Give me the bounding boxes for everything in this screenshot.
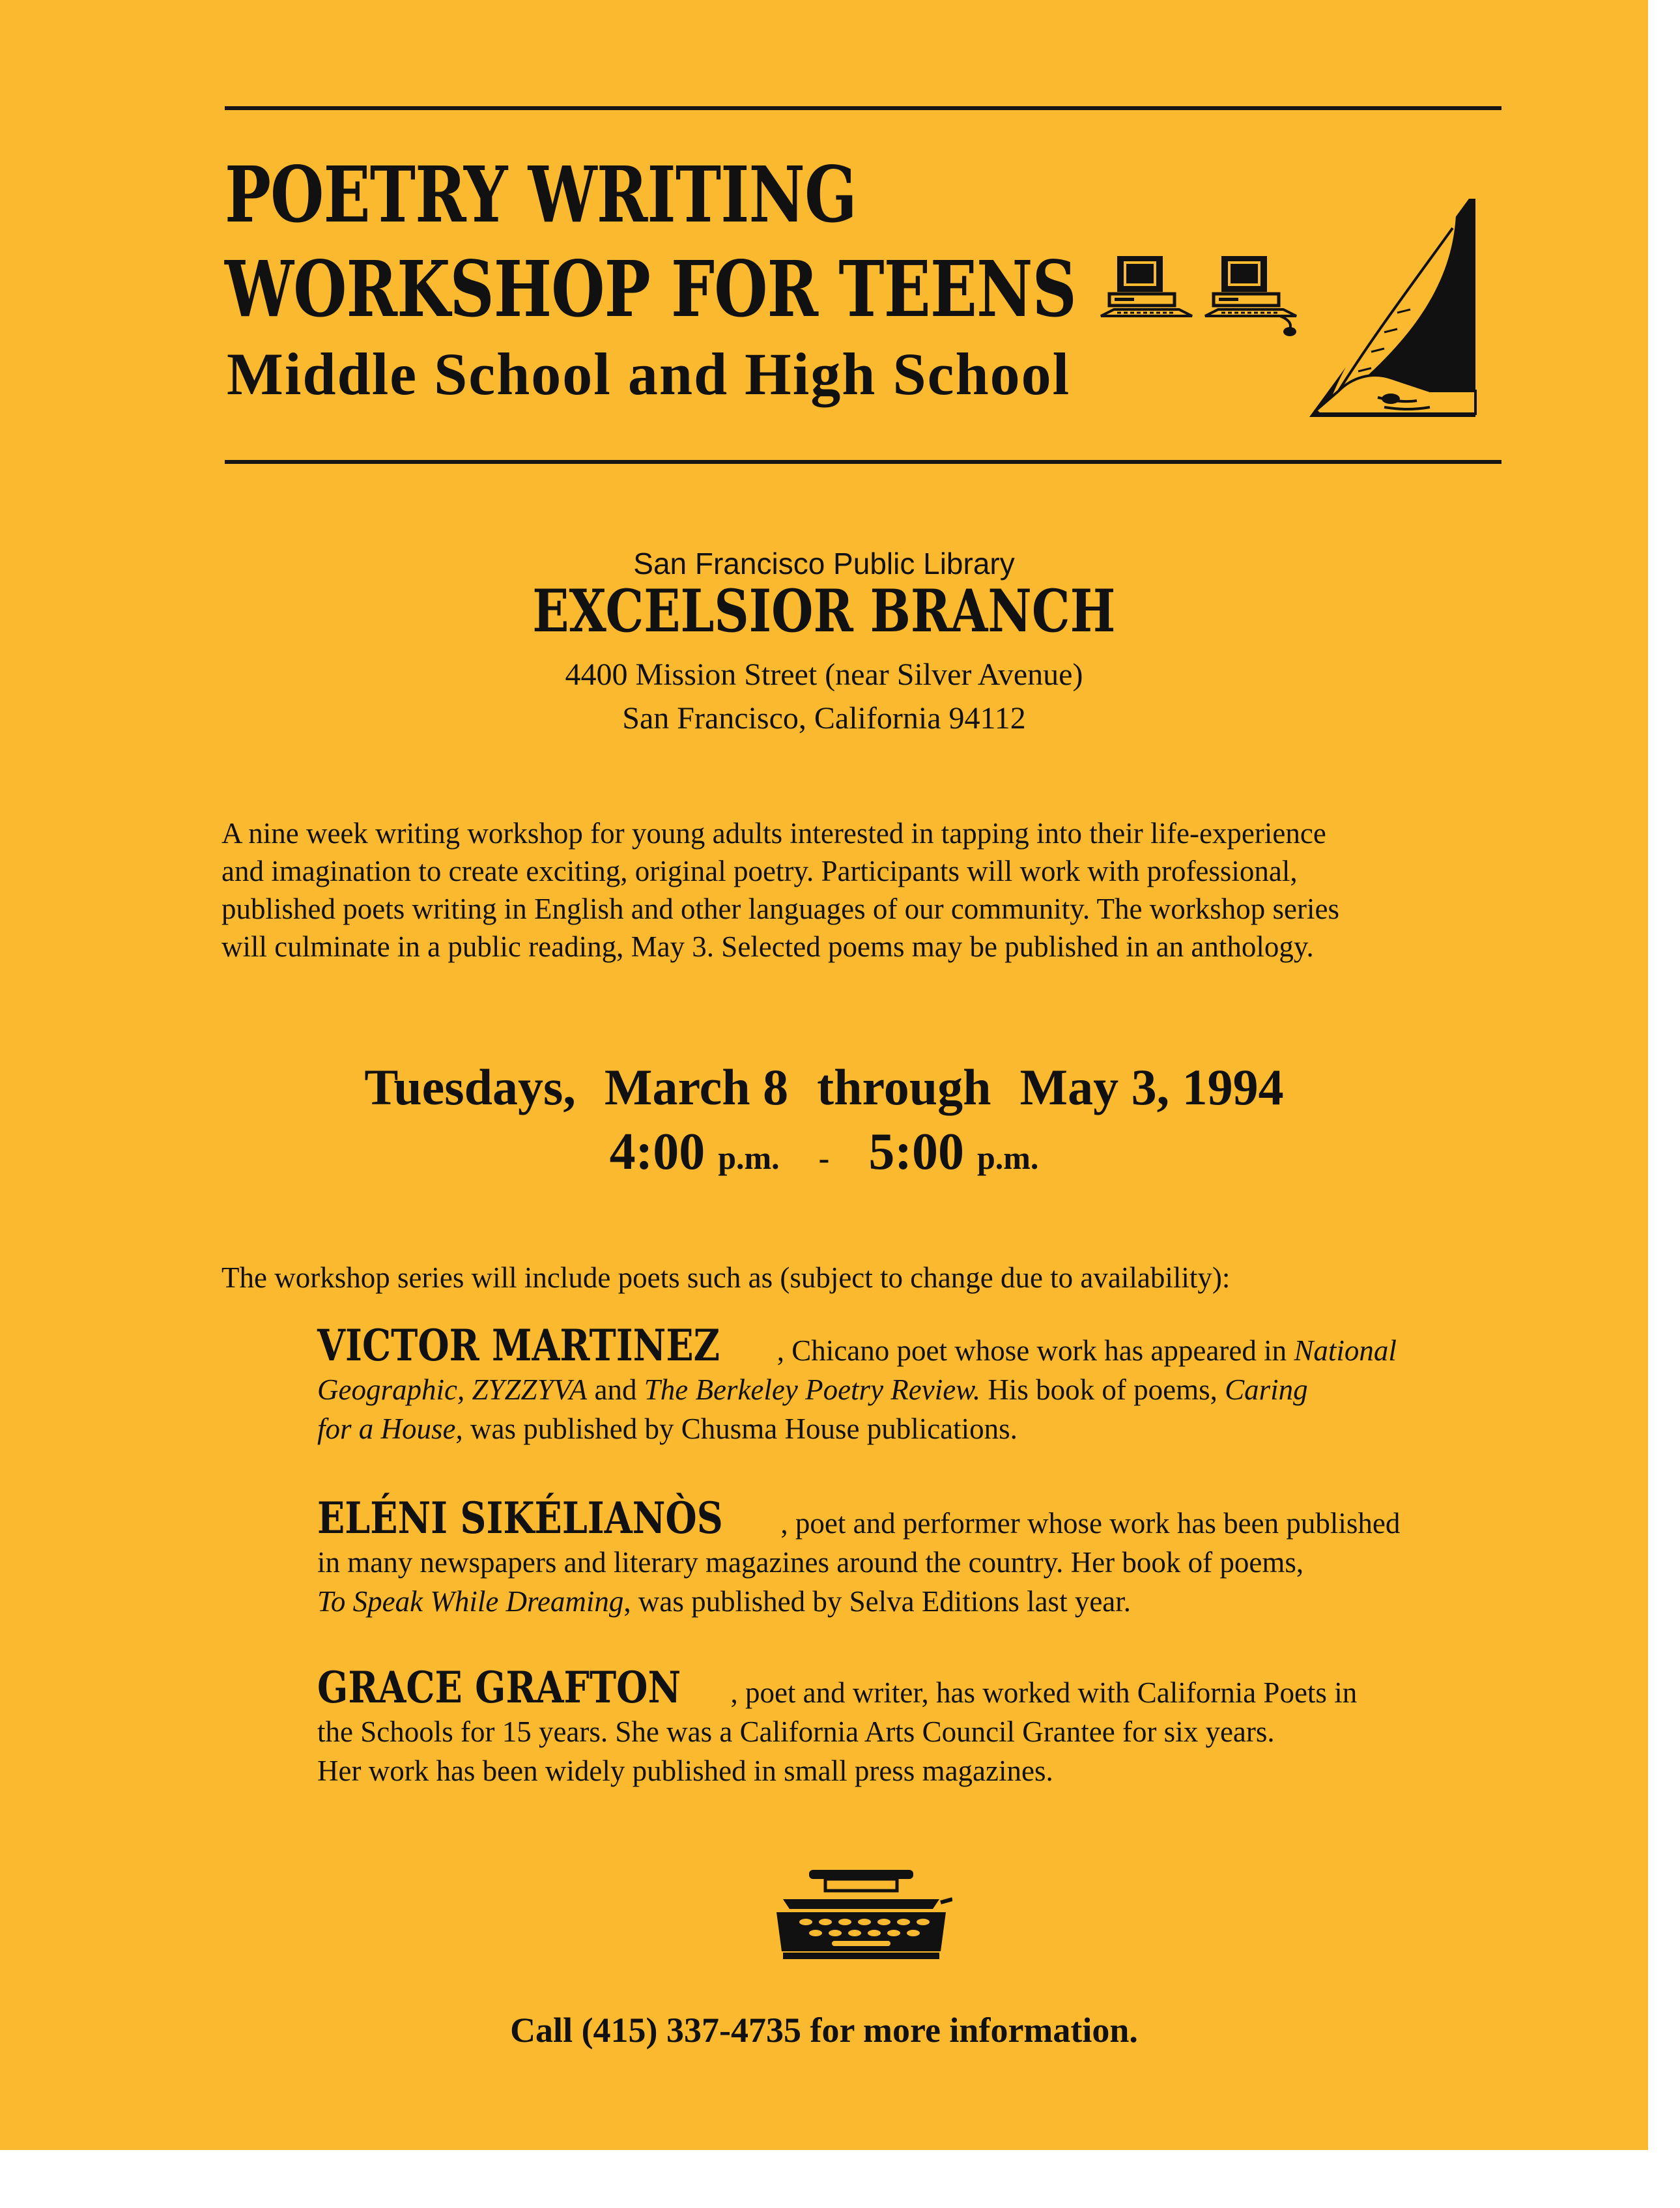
poet-entry: VICTOR MARTINEZ , Chicano poet whose work has appeared in National Geographic, ZYZZYVA and The Berkeley Poetry Review. His book of poems, Caring for a House, was published by Chusma House publications. [317, 1320, 1397, 1445]
poet-entry: GRACE GRAFTON , poet and writer, has worked with California Poets in the Schools for 15 years. She was a California Arts Council Grantee for six years. Her work has been widely published in small press magazines. [317, 1662, 1358, 1787]
quill-hand-icon [1300, 195, 1479, 420]
library-name: San Francisco Public Library [633, 547, 1015, 581]
title-line-1: POETRY WRITING [225, 149, 857, 240]
schedule-start-date: March 8 [604, 1059, 789, 1115]
poet-name: GRACE GRAFTON [317, 1662, 681, 1713]
poet-entry: ELÉNI SIKÉLIANÒS , poet and performer whose work has been published in many newspapers and literary magazines around the country. Her book of poems, To Speak While Dreaming, was published by Selva Editions last year. [317, 1493, 1401, 1618]
top-rule [225, 106, 1502, 110]
workshop-description [221, 814, 1518, 966]
branch-name: EXCELSIOR BRANCH [532, 577, 1116, 646]
typewriter-icon [770, 1867, 952, 1964]
description-line: A nine week writing workshop for young adults interested in tapping into their life-experience [221, 817, 1326, 850]
address-line-2: San Francisco, California 94112 [622, 701, 1026, 736]
start-pm: p.m. [718, 1140, 780, 1176]
poets-intro: The workshop series will include poets such as (subject to change due to availability): [221, 1261, 1231, 1294]
end-time: 5:00 [868, 1123, 964, 1181]
schedule-through: through [817, 1059, 991, 1115]
subtitle: Middle School and High School [227, 341, 1071, 407]
start-time: 4:00 [609, 1123, 705, 1181]
description-line: published poets writing in English and other languages of our community. The workshop series [221, 893, 1339, 925]
schedule-end-date: May 3, 1994 [1019, 1059, 1284, 1115]
schedule-dates [0, 1059, 1648, 1115]
description-line: and imagination to create exciting, original poetry. Participants will work with professional, [221, 855, 1298, 887]
title-line-2: WORKSHOP FOR TEENS [225, 244, 1076, 334]
address-line-1: 4400 Mission Street (near Silver Avenue) [565, 657, 1083, 692]
poet-name: ELÉNI SIKÉLIANÒS [317, 1493, 723, 1543]
end-pm: p.m. [976, 1140, 1039, 1176]
computer-icon [1202, 251, 1306, 339]
computer-icon [1098, 251, 1195, 329]
time-dash: - [818, 1140, 830, 1176]
schedule-day: Tuesdays, [364, 1059, 576, 1115]
schedule-times [0, 1123, 1648, 1181]
contact-info: Call (415) 337-4735 for more information. [510, 2011, 1138, 2050]
bottom-rule [225, 460, 1502, 464]
poet-name: VICTOR MARTINEZ [317, 1320, 720, 1371]
description-line: will culminate in a public reading, May 3. Selected poems may be published in an anthology. [221, 930, 1314, 963]
